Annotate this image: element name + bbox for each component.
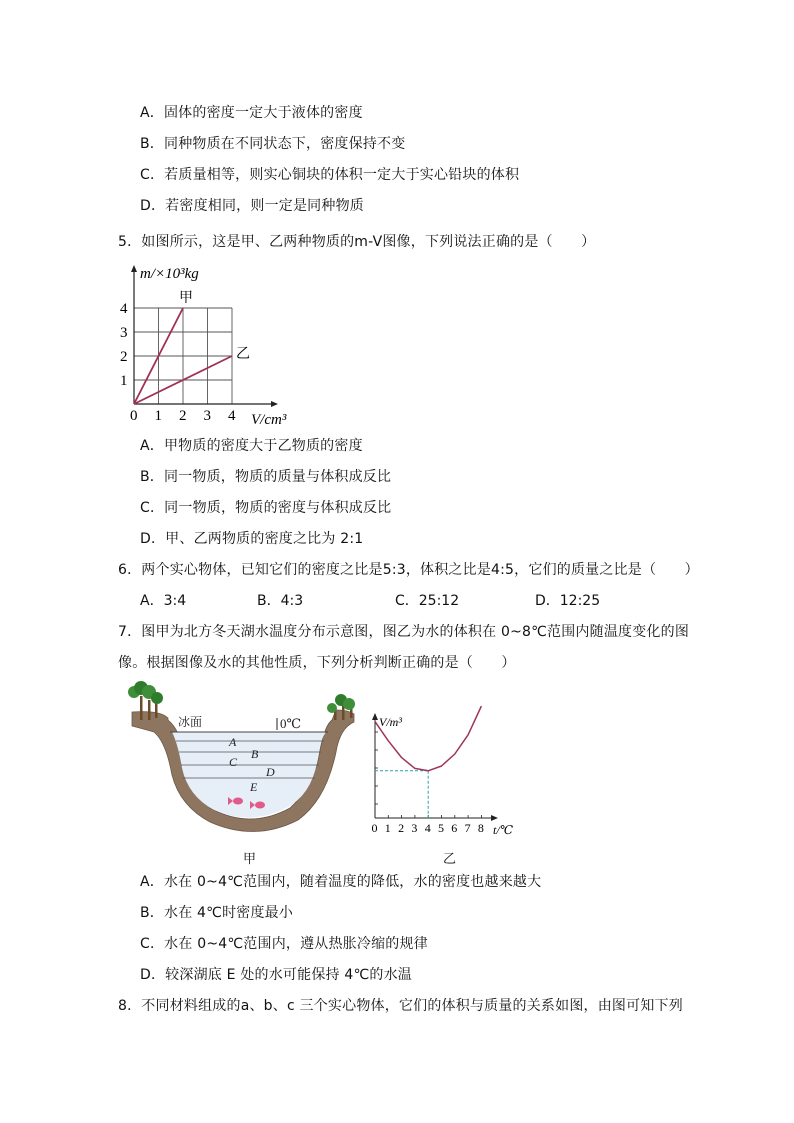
temp-label: 0℃ (280, 716, 302, 731)
y-tick-label: 4 (120, 301, 128, 317)
x-tick-label: 4 (424, 821, 431, 835)
x-tick-label: 1 (154, 408, 162, 424)
series-label: 甲 (179, 291, 193, 306)
x-tick-label: 0 (130, 408, 138, 424)
x-tick-label: 3 (203, 408, 211, 424)
q7-stem-line2: 像。根据图像及水的其他性质，下列分析判断正确的是（ ） (118, 655, 516, 671)
x-tick-label: 3 (411, 821, 418, 835)
q4-option-b: B．同种物质在不同状态下，密度保持不变 (140, 136, 406, 152)
q7vt-axes (372, 713, 498, 821)
q6-option-d: D．12:25 (535, 593, 601, 609)
x-tick-label: 1 (384, 821, 391, 835)
layer-b-label: B (251, 747, 259, 761)
series-label: 乙 (236, 347, 250, 362)
q7-option-a: A．水在 0~4℃范围内，随着温度的降低，水的密度也越来越大 (140, 874, 542, 890)
x-tick-label: 2 (398, 821, 405, 835)
y-axis-arrow (372, 713, 378, 720)
q5-stem: 5．如图所示，这是甲、乙两种物质的m-V图像，下列说法正确的是（ ） (118, 234, 596, 250)
x-axis-arrow (491, 815, 498, 821)
q7vt-dashed-guides (375, 771, 428, 818)
q5-option-c: C．同一物质，物质的密度与体积成反比 (140, 500, 392, 516)
x-tick-label: 6 (451, 821, 458, 835)
q7-option-c: C．水在 0~4℃范围内，遵从热胀冷缩的规律 (140, 936, 428, 952)
q6-stem: 6．两个实心物体，已知它们的密度之比是5:3，体积之比是4:5，它们的质量之比是（ ） (118, 562, 699, 578)
q5-option-a: A．甲物质的密度大于乙物质的密度 (140, 438, 363, 454)
q7vt-y-axis-label: V/m³ (379, 715, 402, 729)
q6-option-a: A．3:4 (140, 593, 187, 609)
vt-caption: 乙 (443, 852, 457, 867)
q6-option-c: C．25:12 (395, 593, 460, 609)
q5-grid (134, 308, 232, 404)
q5-option-d: D．甲、乙两物质的密度之比为 2:1 (140, 531, 364, 547)
q5-x-axis-label: V/cm³ (251, 412, 287, 428)
q7-option-d: D．较深湖底 E 处的水可能保持 4℃的水温 (140, 967, 413, 983)
ice-label: 冰面 (178, 715, 203, 729)
y-tick-label: 1 (120, 373, 128, 389)
lake-caption: 甲 (243, 852, 257, 867)
y-tick-label: 3 (120, 325, 128, 341)
q5-mv-chart (118, 258, 298, 430)
q5-axes (131, 265, 278, 407)
x-axis-arrow (271, 401, 278, 407)
q6-options-row (140, 592, 700, 610)
q5-y-axis-label: m/×10³kg (140, 266, 199, 282)
x-tick-label: 0 (371, 821, 378, 835)
q5-option-b: B．同一物质，物质的质量与体积成反比 (140, 469, 392, 485)
q4-option-c: C．若质量相等，则实心铜块的体积一定大于实心铅块的体积 (140, 167, 520, 183)
q7-vt-chart (365, 706, 525, 844)
q8-stem: 8．不同材料组成的a、b、c 三个实心物体，它们的体积与质量的关系如图，由图可知下列 (118, 998, 683, 1014)
x-tick-label: 4 (228, 408, 236, 424)
y-axis-arrow (131, 265, 137, 272)
layer-e-label: E (250, 780, 258, 794)
layer-a-label: A (229, 735, 237, 749)
q6-option-b: B．4:3 (257, 593, 304, 609)
x-tick-label: 2 (179, 408, 187, 424)
layer-c-label: C (229, 755, 238, 769)
layer-d-label: D (266, 765, 275, 779)
q5-series (134, 290, 250, 404)
y-tick-label: 2 (120, 349, 128, 365)
x-tick-label: 8 (477, 821, 484, 835)
q7vt-x-axis-label: t/℃ (493, 823, 514, 837)
q7-stem-line1: 7．图甲为北方冬天湖水温度分布示意图，图乙为水的体积在 0~8℃范围内随温度变化的图 (118, 624, 690, 640)
q7-lake-diagram (120, 680, 365, 840)
x-tick-label: 5 (438, 821, 444, 835)
x-tick-label: 7 (464, 821, 471, 835)
q4-option-a: A．固体的密度一定大于液体的密度 (140, 105, 363, 121)
q7-option-b: B．水在 4℃时密度最小 (140, 905, 294, 921)
q4-option-d: D．若密度相同，则一定是同种物质 (140, 198, 364, 214)
